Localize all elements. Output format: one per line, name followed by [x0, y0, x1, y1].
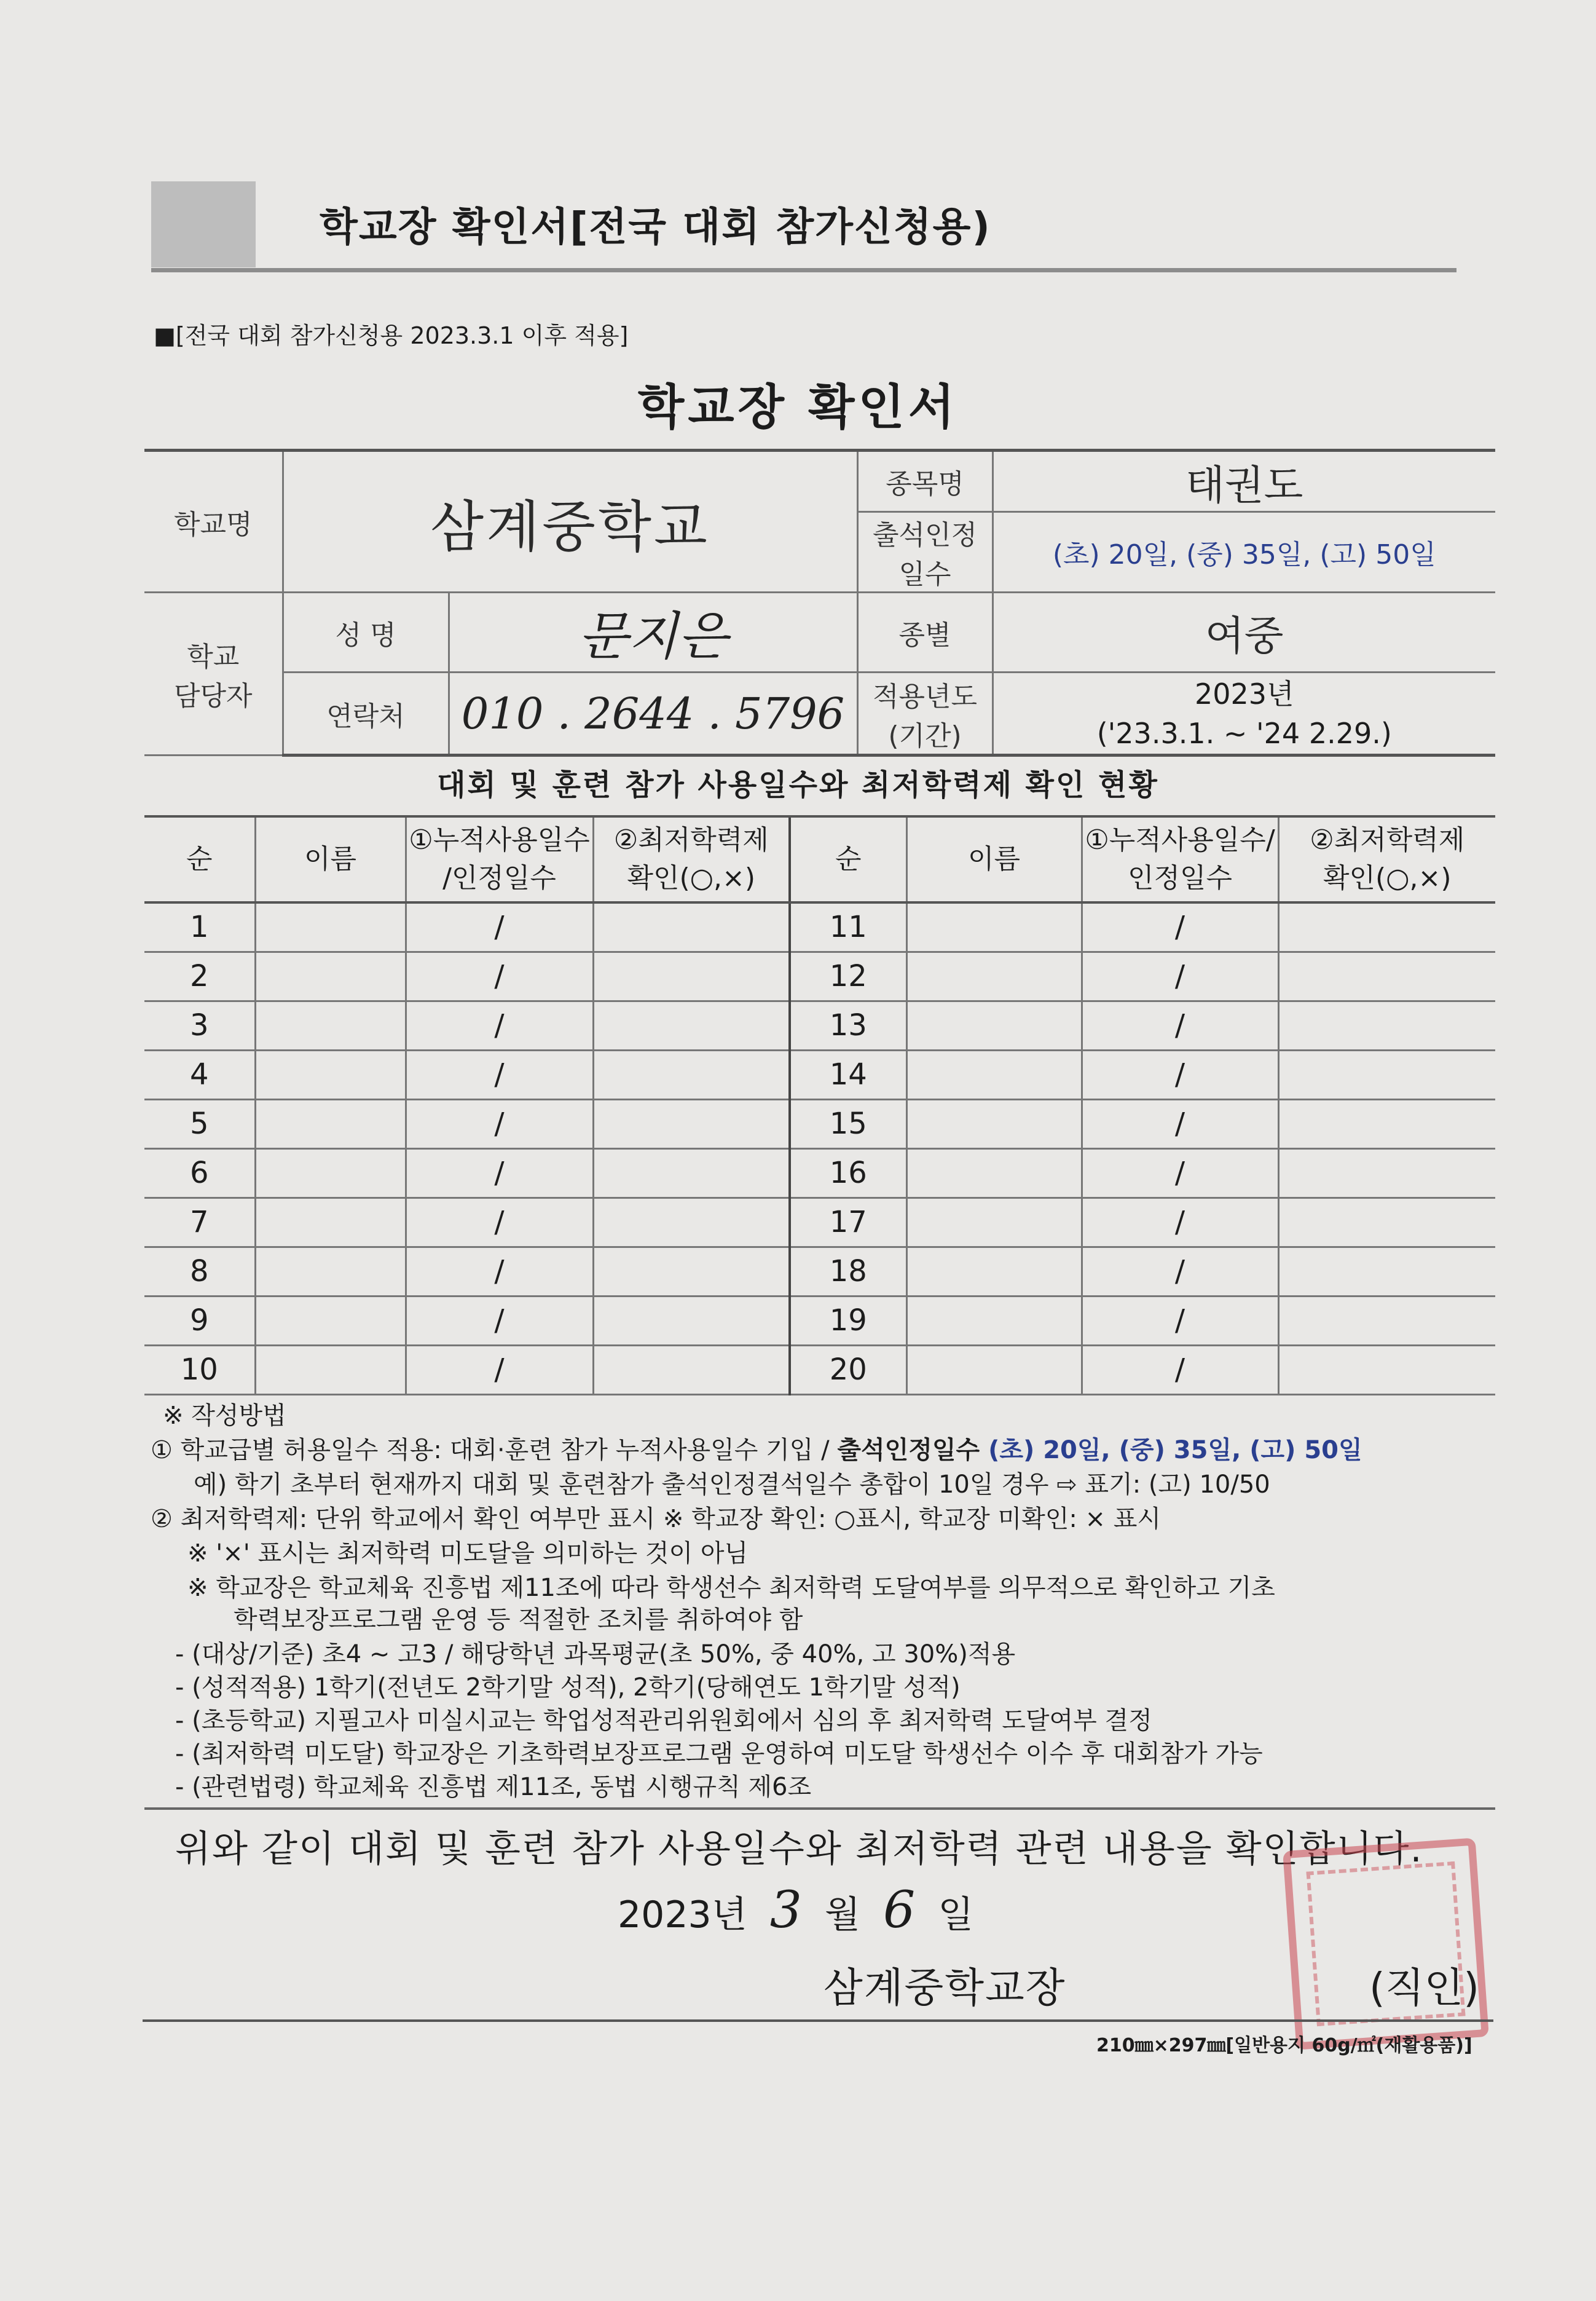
note-1-bold: 출석인정일수 [837, 1436, 980, 1464]
row-number: 7 [144, 1198, 255, 1247]
row-edu-check [593, 1296, 790, 1345]
year-value-period: ('23.3.1. ~ '24 2.29.) [1096, 716, 1392, 750]
row-edu-check-right [1278, 1296, 1495, 1345]
row-days: / [406, 1247, 593, 1296]
date-year: 2023년 [618, 1893, 747, 1936]
signing-date [618, 1881, 973, 1940]
attendance-label [857, 512, 993, 593]
row-days: / [406, 1198, 593, 1247]
row-days: / [406, 902, 593, 952]
detail-3: - (초등학교) 지필고사 미실시교는 학업성적관리위원회에서 심의 후 최저학력 도달여부 결정 [175, 1707, 1152, 1735]
row-number-right: 12 [790, 952, 906, 1001]
table-row [144, 1099, 1495, 1148]
col-name-right: 이름 [906, 816, 1082, 902]
notes-heading: ※ 작성방법 [163, 1402, 286, 1430]
row-number: 10 [144, 1345, 255, 1394]
row-edu-check [593, 952, 790, 1001]
row-days-right: / [1082, 1148, 1278, 1198]
row-edu-check [593, 1099, 790, 1148]
row-name [255, 1148, 406, 1198]
footer-rule [143, 2019, 1493, 2022]
row-name-right [906, 1050, 1082, 1099]
year-label-line2: (기간) [888, 720, 962, 752]
info-table [144, 449, 1495, 757]
row-days-right: / [1082, 1198, 1278, 1247]
row-name [255, 1050, 406, 1099]
row-name-right [906, 1099, 1082, 1148]
row-days-right: / [1082, 952, 1278, 1001]
staff-label-line2: 담당자 [173, 681, 253, 712]
row-name-right [906, 1296, 1082, 1345]
row-days-right: / [1082, 1099, 1278, 1148]
applicability-notice: ■[전국 대회 참가신청용 2023.3.1 이후 적용] [154, 322, 629, 349]
row-edu-check-right [1278, 1001, 1495, 1050]
official-seal-stamp [1283, 1837, 1489, 2050]
detail-5: - (관련법령) 학교체육 진흥법 제11조, 동법 시행규칙 제6조 [175, 1773, 812, 1801]
year-value [993, 673, 1495, 756]
note-1-example: 예) 학기 초부터 현재까지 대회 및 훈련참가 출석인정결석일수 총합이 10일 경우 ⇨ 표기: (고) 10/50 [194, 1470, 1270, 1499]
row-number: 1 [144, 902, 255, 952]
notes-rule [144, 1807, 1495, 1810]
row-edu-check [593, 1345, 790, 1394]
row-number: 8 [144, 1247, 255, 1296]
row-edu-check-right [1278, 1099, 1495, 1148]
row-number-right: 14 [790, 1050, 906, 1099]
header-rule [151, 268, 1456, 272]
col-edu-l2: 확인(○,×) [627, 862, 756, 894]
detail-2: - (성적적용) 1학기(전년도 2학기말 성적), 2학기(당해연도 1학기말 성적) [175, 1673, 961, 1702]
date-month: 3 [769, 1881, 802, 1940]
note-2: ② 최저학력제: 단위 학교에서 확인 여부만 표시 ※ 학교장 확인: ○표시, 학교장 미확인: × 표시 [151, 1505, 1162, 1533]
row-days-right: / [1082, 1345, 1278, 1394]
row-number-right: 18 [790, 1247, 906, 1296]
col-days-l1: ①누적사용일수 [409, 824, 590, 856]
sport-label: 종목명 [857, 451, 993, 512]
row-days: / [406, 1050, 593, 1099]
detail-4: - (최저학력 미도달) 학교장은 기초학력보장프로그램 운영하여 미도달 학생선수 이수 후 대회참가 가능 [175, 1740, 1263, 1768]
staff-label-line1: 학교 [187, 641, 240, 673]
row-number-right: 15 [790, 1099, 906, 1148]
col-edu-l1: ②최저학력제 [613, 824, 769, 856]
row-edu-check-right [1278, 952, 1495, 1001]
row-name-right [906, 1345, 1082, 1394]
row-number-right: 19 [790, 1296, 906, 1345]
row-number: 6 [144, 1148, 255, 1198]
confirmation-text: 위와 같이 대회 및 훈련 참가 사용일수와 최저학력 관련 내용을 확인합니다. [175, 1828, 1423, 1871]
row-edu-check-right [1278, 1198, 1495, 1247]
row-name-right [906, 1198, 1082, 1247]
row-edu-check-right [1278, 1345, 1495, 1394]
row-name [255, 1345, 406, 1394]
row-days: / [406, 1099, 593, 1148]
row-name-right [906, 1148, 1082, 1198]
row-number-right: 11 [790, 902, 906, 952]
row-days: / [406, 952, 593, 1001]
date-day-unit: 일 [938, 1893, 974, 1936]
row-number-right: 16 [790, 1148, 906, 1198]
row-edu-check [593, 1001, 790, 1050]
row-name-right [906, 902, 1082, 952]
contact-label: 연락처 [283, 673, 449, 756]
table-row [144, 1296, 1495, 1345]
col-edu [593, 816, 790, 902]
row-name [255, 1296, 406, 1345]
row-days: / [406, 1296, 593, 1345]
row-edu-check [593, 1148, 790, 1198]
table-row [144, 1001, 1495, 1050]
row-days-right: / [1082, 1247, 1278, 1296]
note-2-c: 학력보장프로그램 운영 등 적절한 조치를 취하여야 함 [234, 1606, 803, 1634]
table-row [144, 1198, 1495, 1247]
row-days: / [406, 1001, 593, 1050]
row-number: 3 [144, 1001, 255, 1050]
attendance-value: (초) 20일, (중) 35일, (고) 50일 [993, 512, 1495, 593]
col-no-right: 순 [790, 816, 906, 902]
header-title: 학교장 확인서[전국 대회 참가신청용) [320, 205, 991, 250]
row-name [255, 952, 406, 1001]
row-days-right: / [1082, 1296, 1278, 1345]
col-days-right-l2: 인정일수 [1127, 862, 1232, 894]
row-days: / [406, 1148, 593, 1198]
row-name-right [906, 952, 1082, 1001]
row-name-right [906, 1247, 1082, 1296]
table-row [144, 952, 1495, 1001]
row-days-right: / [1082, 1050, 1278, 1099]
roster-body [144, 902, 1495, 1394]
year-value-year: 2023년 [1195, 677, 1294, 711]
header-block [151, 181, 256, 267]
table-row [144, 1345, 1495, 1394]
row-number: 4 [144, 1050, 255, 1099]
row-edu-check-right [1278, 1148, 1495, 1198]
contact-value: 010 . 2644 . 5796 [449, 673, 857, 756]
row-edu-check [593, 902, 790, 952]
detail-1: - (대상/기준) 초4 ~ 고3 / 해당학년 과목평균(초 50%, 중 40%, 고 30%)적용 [175, 1640, 1016, 1668]
col-days [406, 816, 593, 902]
row-edu-check-right [1278, 902, 1495, 952]
col-no: 순 [144, 816, 255, 902]
row-number-right: 17 [790, 1198, 906, 1247]
row-edu-check-right [1278, 1247, 1495, 1296]
row-edu-check [593, 1050, 790, 1099]
row-name [255, 1247, 406, 1296]
attendance-label-line1: 출석인정 [873, 519, 978, 551]
col-days-right [1082, 816, 1278, 902]
row-edu-check [593, 1198, 790, 1247]
row-name [255, 902, 406, 952]
col-days-right-l1: ①누적사용일수/ [1085, 824, 1275, 856]
row-number: 9 [144, 1296, 255, 1345]
row-edu-check-right [1278, 1050, 1495, 1099]
row-name-right [906, 1001, 1082, 1050]
staff-label [144, 593, 283, 756]
paper-spec: 210㎜×297㎜[일반용지 60g/㎡(재활용품)] [1096, 2035, 1472, 2056]
staff-name: 문지은 [449, 593, 857, 673]
date-month-unit: 월 [824, 1893, 860, 1936]
row-number-right: 13 [790, 1001, 906, 1050]
school-label: 학교명 [144, 451, 283, 593]
document-title: 학교장 확인서 [637, 380, 959, 435]
row-name [255, 1001, 406, 1050]
col-days-l2: /인정일수 [442, 862, 556, 894]
name-label: 성 명 [283, 593, 449, 673]
roster-title: 대회 및 훈련 참가 사용일수와 최저학력제 확인 현황 [437, 768, 1159, 802]
table-row [144, 1050, 1495, 1099]
school-name: 삼계중학교 [283, 451, 857, 593]
row-number: 2 [144, 952, 255, 1001]
col-name: 이름 [255, 816, 406, 902]
table-row [144, 1148, 1495, 1198]
col-edu-right [1278, 816, 1495, 902]
type-value: 여중 [993, 593, 1495, 673]
row-edu-check [593, 1247, 790, 1296]
row-days: / [406, 1345, 593, 1394]
row-name [255, 1198, 406, 1247]
row-days-right: / [1082, 1001, 1278, 1050]
seal-label: (직인) [1369, 1964, 1480, 2011]
year-label [857, 673, 993, 756]
col-edu-right-l1: ②최저학력제 [1310, 824, 1465, 856]
table-row [144, 902, 1495, 952]
sport-value: 태권도 [993, 451, 1495, 512]
note-2-b: ※ 학교장은 학교체육 진흥법 제11조에 따라 학생선수 최저학력 도달여부를 의무적으로 확인하고 기초 [187, 1574, 1275, 1602]
note-1-text: ① 학교급별 허용일수 적용: 대회·훈련 참가 누적사용일수 기입 / [151, 1436, 838, 1464]
note-1 [151, 1433, 1362, 1467]
col-edu-right-l2: 확인(○,×) [1323, 862, 1452, 894]
note-1-days: (초) 20일, (중) 35일, (고) 50일 [980, 1436, 1362, 1464]
roster-table [144, 815, 1495, 1395]
date-day: 6 [883, 1881, 916, 1940]
type-label: 종별 [857, 593, 993, 673]
row-number: 5 [144, 1099, 255, 1148]
year-label-line1: 적용년도 [873, 681, 978, 712]
attendance-label-line2: 일수 [898, 559, 951, 590]
principal-name: 삼계중학교장 [824, 1964, 1066, 2011]
row-number-right: 20 [790, 1345, 906, 1394]
row-name [255, 1099, 406, 1148]
note-2-a: ※ '×' 표시는 최저학력 미도달을 의미하는 것이 아님 [187, 1539, 749, 1568]
row-days-right: / [1082, 902, 1278, 952]
table-row [144, 1247, 1495, 1296]
